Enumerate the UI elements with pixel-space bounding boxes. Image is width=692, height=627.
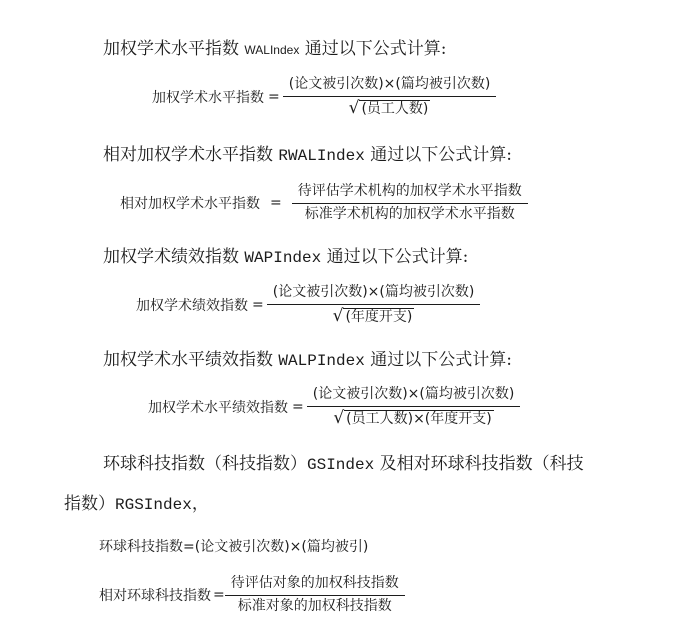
formula-lhs: 加权学术绩效指数 bbox=[136, 297, 248, 314]
formula-lhs: 加权学术水平指数 bbox=[152, 89, 264, 106]
formula-lhs: 相对加权学术水平指数 bbox=[120, 196, 260, 212]
numerator: (论文被引次数)×(篇均被引次数) bbox=[288, 76, 491, 92]
radicand: (员工人数) bbox=[361, 101, 429, 117]
numerator: 待评估学术机构的加权学术水平指数 bbox=[297, 183, 522, 199]
code-walpindex: WALPIndex bbox=[278, 352, 365, 370]
paragraph-rwalindex bbox=[103, 143, 692, 168]
paragraph-walindex bbox=[103, 37, 692, 62]
text-pre: 相对加权学术水平指数 bbox=[103, 145, 279, 165]
equals-sign: = bbox=[270, 195, 282, 211]
formula-gsindex bbox=[99, 536, 368, 556]
numerator: 待评估对象的加权科技指数 bbox=[230, 575, 399, 591]
formula-text: 环球科技指数=(论文被引次数)×(篇均被引) bbox=[99, 539, 369, 555]
text-pre: 环球科技指数（科技指数） bbox=[103, 454, 307, 474]
sqrt bbox=[349, 99, 431, 117]
code-walindex: WALIndex bbox=[244, 43, 300, 57]
paragraph-gsindex-line2 bbox=[64, 492, 692, 517]
code-rgsindex: RGSIndex bbox=[115, 496, 192, 514]
denominator bbox=[333, 305, 415, 325]
formula-wapindex bbox=[136, 284, 480, 325]
equals-sign: = bbox=[252, 296, 264, 313]
text-pre: 加权学术水平指数 bbox=[103, 39, 245, 59]
radical-sign: √ bbox=[348, 98, 360, 118]
text-post: 通过以下公式计算: bbox=[321, 247, 469, 267]
equals-sign: = bbox=[268, 88, 280, 105]
denominator bbox=[333, 407, 493, 427]
text-post: 通过以下公式计算: bbox=[364, 350, 512, 370]
paragraph-walpindex bbox=[103, 348, 692, 373]
radicand: (员工人数)×(年度开支) bbox=[346, 411, 492, 427]
radical-sign: √ bbox=[333, 408, 345, 428]
fraction bbox=[267, 284, 481, 325]
fraction bbox=[307, 386, 521, 427]
text-post: ， bbox=[191, 494, 209, 514]
radicand: (年度开支) bbox=[345, 309, 413, 325]
formula-walindex bbox=[152, 76, 496, 117]
paragraph-gsindex-line1 bbox=[103, 452, 692, 477]
fraction bbox=[292, 183, 528, 223]
equals-sign: = bbox=[213, 587, 225, 603]
code-rwalindex: RWALIndex bbox=[278, 147, 365, 165]
code-wapindex: WAPIndex bbox=[244, 249, 322, 267]
radical-sign: √ bbox=[332, 306, 344, 326]
formula-lhs: 加权学术水平绩效指数 bbox=[148, 399, 288, 416]
equals-sign: = bbox=[292, 398, 304, 415]
formula-lhs: 相对环球科技指数 bbox=[99, 588, 211, 604]
text-pre: 加权学术绩效指数 bbox=[103, 247, 245, 267]
text-post: 通过以下公式计算: bbox=[364, 145, 512, 165]
formula-rgsindex bbox=[99, 575, 405, 615]
formula-rwalindex bbox=[120, 183, 528, 223]
denominator: 标准学术机构的加权学术水平指数 bbox=[304, 206, 515, 222]
numerator: (论文被引次数)×(篇均被引次数) bbox=[312, 386, 515, 402]
code-gsindex: GSIndex bbox=[307, 456, 375, 474]
text-post: 通过以下公式计算: bbox=[299, 39, 447, 59]
fraction bbox=[225, 575, 405, 615]
fraction bbox=[283, 76, 497, 117]
formula-walpindex bbox=[148, 386, 520, 427]
text-pre: 加权学术水平绩效指数 bbox=[103, 350, 279, 370]
sqrt bbox=[333, 409, 493, 427]
numerator: (论文被引次数)×(篇均被引次数) bbox=[272, 284, 475, 300]
sqrt bbox=[333, 307, 415, 325]
denominator: 标准对象的加权科技指数 bbox=[237, 598, 392, 614]
text-post: 及相对环球科技指数（科技 bbox=[374, 454, 584, 474]
text-pre: 指数） bbox=[64, 494, 115, 514]
paragraph-wapindex bbox=[103, 245, 692, 270]
denominator bbox=[349, 97, 431, 117]
